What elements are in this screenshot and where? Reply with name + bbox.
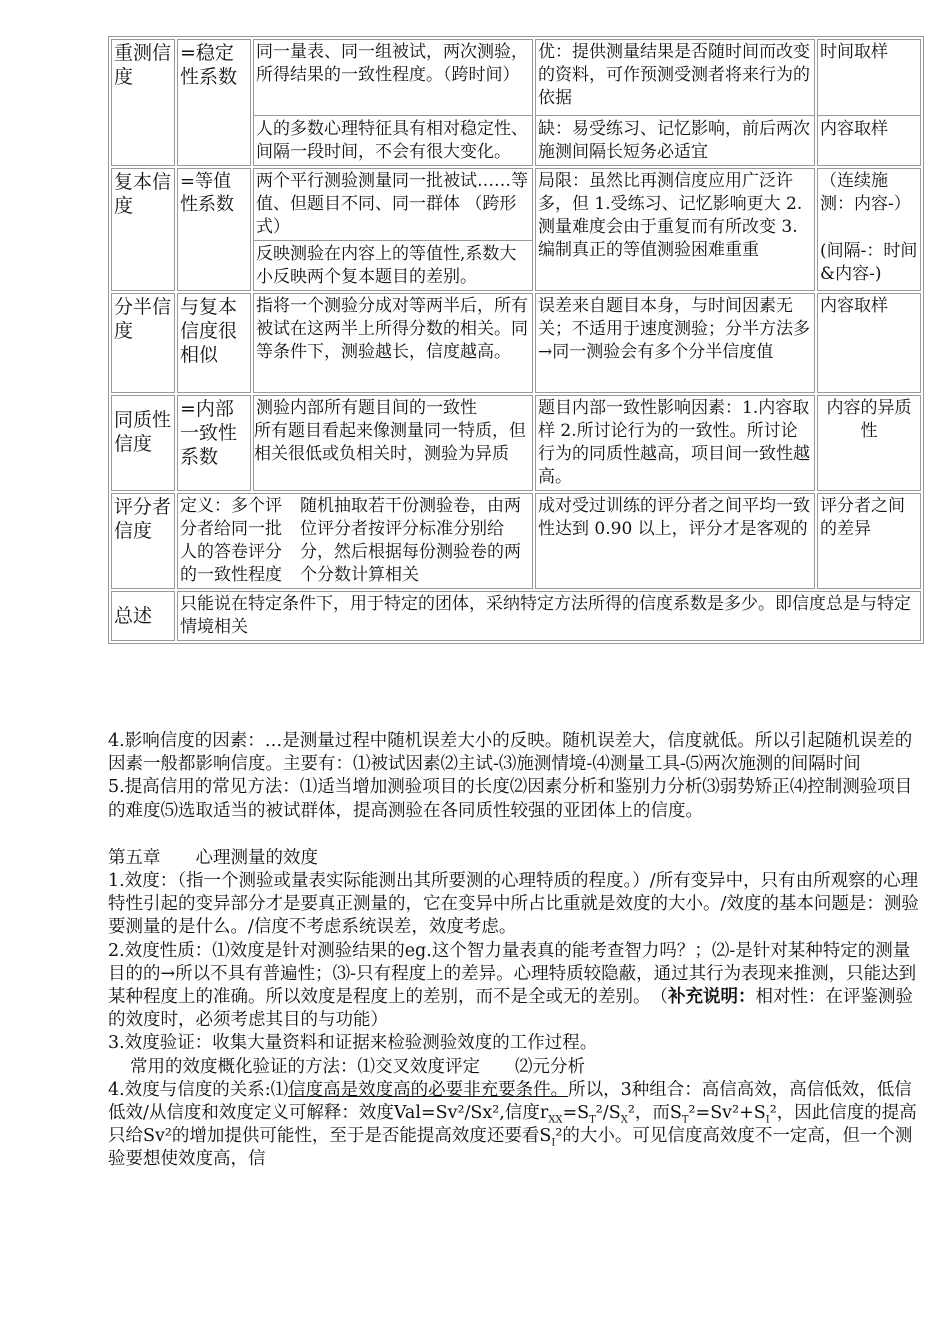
subscript: XX <box>548 1114 563 1126</box>
table-row <box>111 39 921 166</box>
subscript: I <box>765 1114 770 1126</box>
definition-text: 测验内部所有题目间的一致性 <box>256 398 477 418</box>
error-source-text: (间隔-：时间&内容-) <box>820 241 918 284</box>
error-source-text: （连续施测：内容-） <box>820 171 911 214</box>
table-row <box>111 493 921 589</box>
evaluation-text: 局限：虽然比再测信度应用广泛许多，但 1.受练习、记忆影响更大 2.测量难度会由于重复而有所改变 3.编制真正的等值测验困难重重 <box>535 168 815 291</box>
definition-text: 人的多数心理特征具有相对稳定性、间隔一段时间，不会有很大变化。 <box>254 115 532 164</box>
table-row <box>111 168 921 291</box>
definition-cell <box>253 39 533 166</box>
paragraph-text: 2.效度性质：⑴效度是针对测验结果的eg.这个智力量表真的能考查智力吗？；⑵-是针对某种特定的测量目的的→所以不具有普遍性；⑶-只有程度上的差异。心理特质较隐蔽，通过其行为表现来推测，只能达到某种程度上的准确。所以效度是程度上的差别，而不是全或无的差别。 （ <box>108 940 917 1008</box>
reliability-table <box>108 36 920 644</box>
definition-text: 同一量表、同一组被试，两次测验，所得结果的一致性程度。（跨时间） <box>256 42 528 85</box>
underlined-text: 信度高是效度高的必要非充要条件。 <box>288 1079 569 1100</box>
subscript: T <box>589 1114 596 1126</box>
definition-cell <box>177 493 533 589</box>
paragraph-text: ²的大小。可见信度高效度不一定高，但一个测验要想使效度高，信 <box>108 1126 913 1170</box>
reliability-type: =稳定性系数 <box>177 39 251 166</box>
paragraph-text: 相对性：在评鉴测验的效度时，必须考虑其目的与功能） <box>108 987 913 1031</box>
reliability-name: 复本信度 <box>111 168 175 291</box>
paragraph: 常用的效度概化验证的方法：⑴交叉效度评定 ⑵元分析 <box>130 1056 585 1077</box>
error-source-text: 内容的异质性 <box>817 395 921 491</box>
definition-cell <box>253 168 533 291</box>
paragraph-text: ²/S <box>595 1103 621 1124</box>
reliability-name: 总述 <box>111 591 175 641</box>
table-row <box>111 591 921 641</box>
reliability-name: 评分者信度 <box>111 493 175 589</box>
supplement-label: 补充说明： <box>668 987 756 1008</box>
definition-cell <box>253 395 533 491</box>
table-row <box>111 395 921 491</box>
subscript: I <box>551 1137 556 1149</box>
reliability-name: 分半信度 <box>111 293 175 393</box>
definition-text: 反映测验在内容上的等值性,系数大小反映两个复本题目的差别。 <box>254 240 532 289</box>
subscript: T <box>681 1114 689 1126</box>
paragraph: 5.提高信用的常见方法：⑴适当增加测验项目的长度⑵因素分析和鉴别力分析⑶弱势矫正⑷控制测验项目的难度⑸选取适当的被试群体，提高测验在各同质性较强的亚团体上的信度。 <box>108 777 913 821</box>
paragraph-text: 所以，3种组合：高信高效，高信低效，低信低效/从信度和效度定义可解释：效度Val=Sv²/Sx²,信度r <box>108 1079 912 1124</box>
paragraph <box>108 1079 923 1172</box>
paragraph: 3.效度验证：收集大量资料和证据来检验测验效度的工作过程。 <box>108 1033 598 1054</box>
evaluation-text: 题目内部一致性影响因素：1.内容取样 2.所讨论行为的一致性。所讨论行为的同质性越高，项目间一致性越高。 <box>535 395 815 491</box>
body-text <box>108 730 923 1172</box>
definition-text: 所有题目看起来像测量同一特质，但相关很低或负相关时，测验为异质 <box>254 421 526 464</box>
evaluation-text: 成对受过训练的评分者之间平均一致性达到 0.90 以上，评分才是客观的 <box>535 493 815 589</box>
paragraph-text: =S <box>562 1103 590 1124</box>
reliability-name: 同质性信度 <box>111 395 175 491</box>
error-source-text: 时间取样 <box>820 42 888 62</box>
table-row <box>111 293 921 393</box>
definition-text: 指将一个测验分成对等两半后，所有被试在这两半上所得分数的相关。同等条件下，测验越长，信度越高。 <box>253 293 533 393</box>
definition-text: 两个平行测验测量同一批被试……等值、但题目不同、同一群体 （跨形式） <box>256 171 528 237</box>
error-source-cell <box>817 168 921 291</box>
definition-text: 随机抽取若干份测验卷，由两位评分者按评分标准分别给分，然后根据每份测验卷的两个分数计算相关 <box>300 496 521 585</box>
summary-text: 只能说在特定条件下，用于特定的团体，采纳特定方法所得的信度系数是多少。即信度总是与特定情境相关 <box>177 591 921 641</box>
paragraph-text: ²，而S <box>627 1103 682 1124</box>
reliability-type: 与复本信度很相似 <box>177 293 251 393</box>
paragraph-text: 4.效度与信度的关系:⑴ <box>108 1079 289 1100</box>
chapter-heading: 第五章 心理测量的效度 <box>108 847 318 868</box>
reliability-name: 重测信度 <box>111 39 175 166</box>
error-source-text: 评分者之间的差异 <box>817 493 921 589</box>
evaluation-text: 缺：易受练习、记忆影响，前后两次施测间隔长短务必适宜 <box>536 115 814 164</box>
paragraph: 4.影响信度的因素：…是测量过程中随机误差大小的反映。随机误差大，信度就低。所以引起随机误差的因素一般都影响信度。主要有：⑴被试因素⑵主试-⑶施测情境-⑷测量工具-⑸两次施测的间隔时间 <box>108 731 913 775</box>
reliability-type: 定义：多个评分者给同一批人的答卷评分的一致性程度 <box>180 496 282 585</box>
evaluation-text: 优：提供测量结果是否随时间而改变的资料，可作预测受测者将来行为的依据 <box>538 42 810 108</box>
reliability-type: =内部一致性系数 <box>177 395 251 491</box>
reliability-type: =等值性系数 <box>177 168 251 291</box>
error-source-text: 内容取样 <box>817 293 921 393</box>
paragraph-text: ²=Sv²+S <box>688 1103 766 1124</box>
error-source-text: 内容取样 <box>818 115 920 141</box>
paragraph: 1.效度：（指一个测验或量表实际能测出其所要测的心理特质的程度。）/所有变异中，只有由所观察的心理特性引起的变异部分才是要真正测量的，它在变异中所占比重就是效度的大小。/效度的基本问题是：测验要测量的是什么。/信度不考虑系统误差，效度考虑。 <box>108 871 919 938</box>
paragraph-text: ²，因此信度的提高只给Sv²的增加提供可能性，至于是否能提高效度还要看S <box>108 1103 917 1147</box>
error-source-cell <box>817 39 921 166</box>
evaluation-cell <box>535 39 815 166</box>
evaluation-text: 误差来自题目本身，与时间因素无关；不适用于速度测验；分半方法多→同一测验会有多个分半信度值 <box>535 293 815 393</box>
subscript: X <box>620 1114 628 1126</box>
paragraph <box>108 940 923 1033</box>
